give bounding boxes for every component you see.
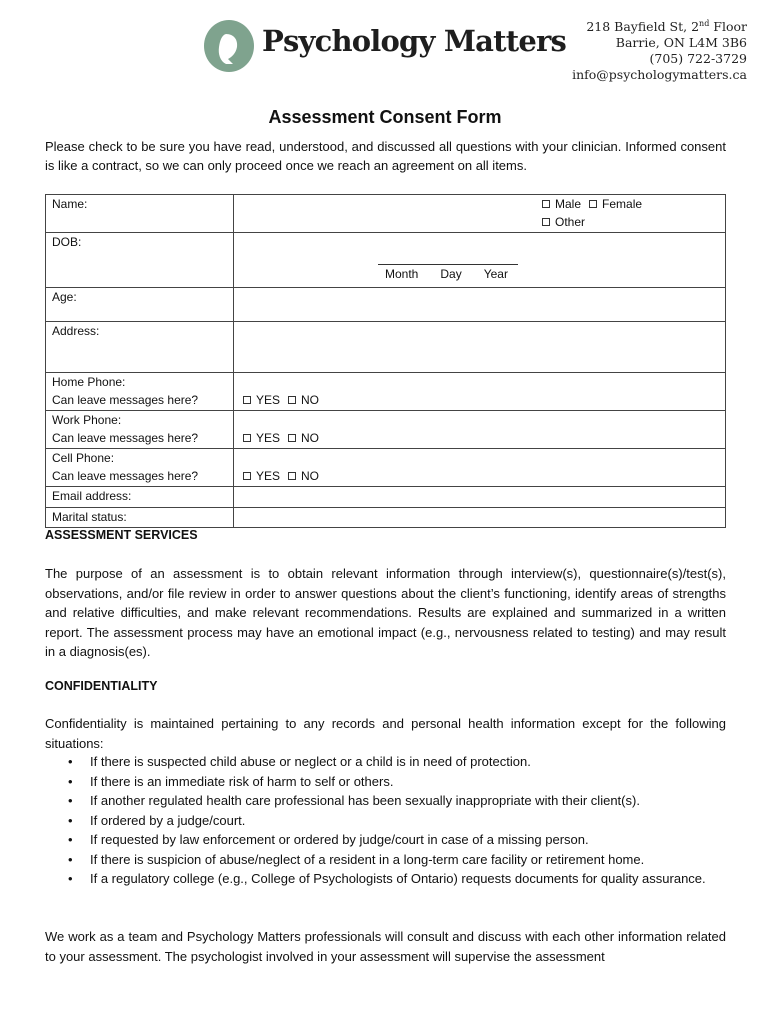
email-field[interactable] [234,487,726,508]
work-yes-checkbox[interactable] [243,434,251,442]
list-item: • If there is suspicion of abuse/neglect of a resident in a long-term care facility or retirement home. [90,850,770,870]
letterhead [0,0,770,90]
address-label: Address: [46,322,234,373]
work-phone-label: Work Phone: Can leave messages here? [46,411,234,449]
email-label: Email address: [46,487,234,508]
home-phone-field[interactable]: YES NO [234,373,726,411]
assessment-body: The purpose of an assessment is to obtain relevant information through interview(s), questionnaire(s)/test(s), observations, and/or file review in order to answer questions about the client’s functioning, identify areas of strengths and relative difficulties, and make relevant recommendations. Results are explained and summarized in a written report. The assessment process may have an emotional impact (e.g., nervousness related to testing) and may result in a diagnosis(es). [45,566,726,659]
home-no-checkbox[interactable] [288,396,296,404]
list-item: • If there is suspected child abuse or neglect or a child is in need of protection. [90,752,770,772]
marital-field[interactable] [234,507,726,528]
assessment-heading: ASSESSMENT SERVICES [45,528,198,542]
home-yes-checkbox[interactable] [243,396,251,404]
confidentiality-exceptions [45,752,770,889]
dob-underline [378,264,518,265]
email-link[interactable]: info@psychologymatters.ca [572,67,747,83]
list-item: • If another regulated health care professional has been sexually inappropriate with their client(s). [90,791,770,811]
home-phone-label: Home Phone: Can leave messages here? [46,373,234,411]
age-row [46,288,726,322]
logo-icon [204,20,254,72]
address-line-1: 218 Bayfield St, 2nd Floor [586,19,747,35]
male-checkbox[interactable] [542,200,550,208]
age-label: Age: [46,288,234,322]
confidentiality-heading: CONFIDENTIALITY [45,679,158,693]
dob-field[interactable] [234,233,726,288]
work-no-checkbox[interactable] [288,434,296,442]
cell-phone-row [46,449,726,487]
work-phone-row [46,411,726,449]
brand-name: Psychology Matters [262,24,566,58]
cell-phone-field[interactable]: YES NO [234,449,726,487]
address-line-2: Barrie, ON L4M 3B6 [615,35,747,51]
contact-block [572,16,747,83]
cell-phone-label: Cell Phone: Can leave messages here? [46,449,234,487]
cell-no-checkbox[interactable] [288,472,296,480]
team-consultation-text: We work as a team and Psychology Matters professionals will consult and discuss with each other information related to your assessment. The psychologist involved in your assessment will supervise the assessment [45,929,726,964]
list-item: • If there is an immediate risk of harm to self or others. [90,772,770,792]
work-phone-field[interactable]: YES NO [234,411,726,449]
email-row [46,487,726,508]
confidentiality-body: Confidentiality is maintained pertaining to any records and personal health information except for the following situations: [45,716,726,751]
cell-yes-checkbox[interactable] [243,472,251,480]
female-checkbox[interactable] [589,200,597,208]
list-item: • If a regulatory college (e.g., College of Psychologists of Ontario) requests documents for quality assurance. [90,869,770,889]
name-label: Name: [46,195,234,233]
address-field[interactable] [234,322,726,373]
other-checkbox[interactable] [542,218,550,226]
name-field[interactable] [234,195,726,233]
address-row [46,322,726,373]
page-title: Assessment Consent Form [268,107,502,127]
list-item: • If requested by law enforcement or ordered by judge/court in case of a missing person. [90,830,770,850]
dob-label: DOB: [46,233,234,288]
gender-options: Male Female Other [539,196,719,231]
phone-number: (705) 722-3729 [649,51,747,67]
name-row [46,195,726,233]
marital-label: Marital status: [46,507,234,528]
dob-row [46,233,726,288]
age-field[interactable] [234,288,726,322]
dob-labels: Month Day Year [385,267,508,281]
list-item: • If ordered by a judge/court. [90,811,770,831]
client-info-table [45,194,726,528]
home-phone-row [46,373,726,411]
marital-row [46,507,726,528]
intro-text: Please check to be sure you have read, understood, and discussed all questions with your clinician. Informed consent is like a contract, so we can only proceed once we reach an agreement on all items. [45,139,726,173]
